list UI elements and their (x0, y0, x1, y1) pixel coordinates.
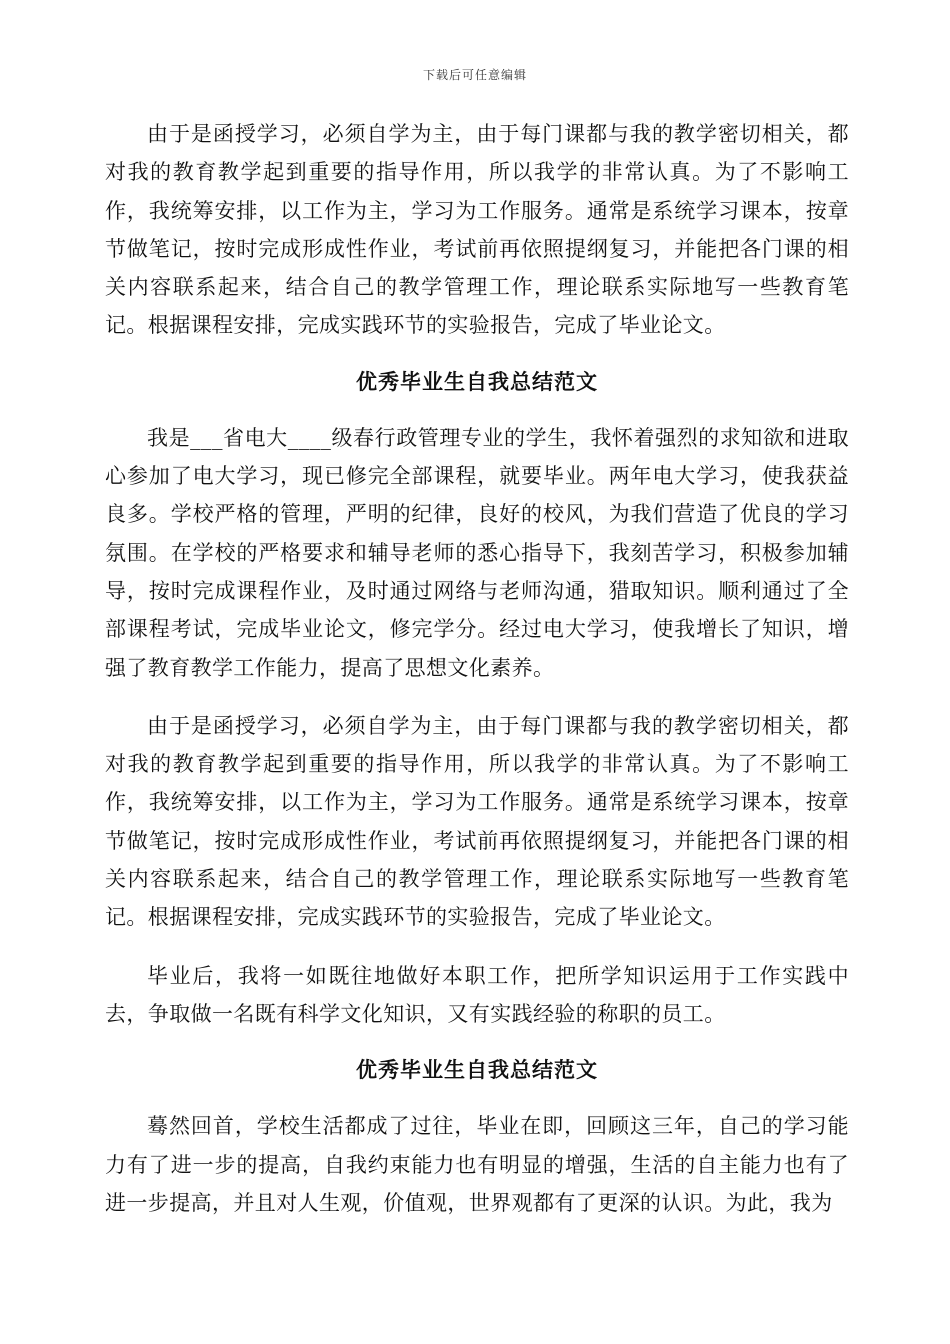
page-header: 下载后可任意编辑 (422, 68, 527, 82)
document-body (105, 115, 849, 1222)
section-heading-1: 优秀毕业生自我总结范文 (356, 368, 598, 394)
paragraph-5: 蓦然回首，学校生活都成了过往，毕业在即，回顾这三年，自己的学习能力有了进一步的提高，自我约束能力也有明显的增强，生活的自主能力也有了进一步提高，并且对人生观，价值观，世界观都有了更深的认识。为此，我为 (105, 1114, 849, 1215)
spacer (105, 687, 849, 707)
spacer (105, 401, 849, 419)
spacer (105, 1033, 849, 1051)
paragraph-1: 由于是函授学习，必须自学为主，由于每门课都与我的教学密切相关，都对我的教育教学起到重要的指导作用，所以我学的非常认真。为了不影响工作，我统筹安排，以工作为主，学习为工作服务。通常是系统学习课本，按章节做笔记，按时完成形成性作业，考试前再依照提纲复习，并能把各门课的相关内容联系起来，结合自己的教学管理工作，理论联系实际地写一些教育笔记。根据课程安排，完成实践环节的实验报告，完成了毕业论文。 (105, 122, 849, 338)
paragraph-4: 毕业后，我将一如既往地做好本职工作，把所学知识运用于工作实践中去，争取做一名既有科学文化知识，又有实践经验的称职的员工。 (105, 963, 849, 1026)
spacer (105, 1089, 849, 1107)
paragraph-3: 由于是函授学习，必须自学为主，由于每门课都与我的教学密切相关，都对我的教育教学起到重要的指导作用，所以我学的非常认真。为了不影响工作，我统筹安排，以工作为主，学习为工作服务。通常是系统学习课本，按章节做笔记，按时完成形成性作业，考试前再依照提纲复习，并能把各门课的相关内容联系起来，结合自己的教学管理工作，理论联系实际地写一些教育笔记。根据课程安排，完成实践环节的实验报告，完成了毕业论文。 (105, 713, 849, 930)
spacer (105, 345, 849, 363)
spacer (105, 937, 849, 957)
section-heading-2: 优秀毕业生自我总结范文 (356, 1057, 598, 1083)
paragraph-2: 我是___省电大____级春行政管理专业的学生，我怀着强烈的求知欲和进取心参加了电大学习，现已修完全部课程，就要毕业。两年电大学习，使我获益良多。学校严格的管理，严明的纪律，良好的校风，为我们营造了优良的学习氛围。在学校的严格要求和辅导老师的悉心指导下，我刻苦学习，积极参加辅导，按时完成课程作业，及时通过网络与老师沟通，猎取知识。顺利通过了全部课程考试，完成毕业论文，修完学分。经过电大学习，使我增长了知识，增强了教育教学工作能力，提高了思想文化素养。 (105, 425, 849, 680)
